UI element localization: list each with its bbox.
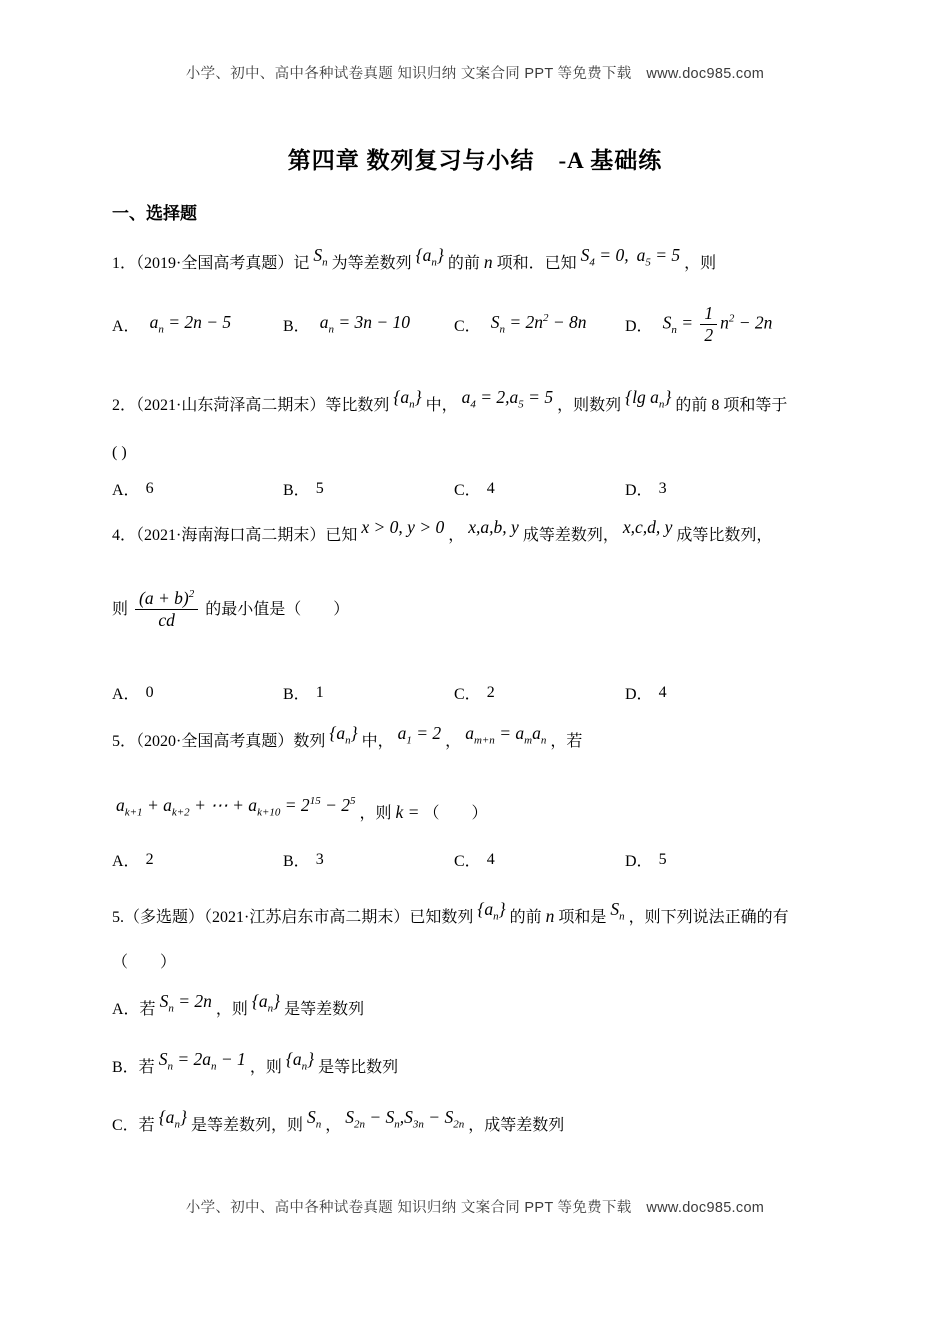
fraction: $\frac{1}{2}$ <box>700 303 717 346</box>
option-label: C． <box>454 853 481 870</box>
math-formula: $S_n$ = $\frac{1}{2}$ $n^2 - 2n$ <box>662 302 773 345</box>
option-C <box>454 312 625 336</box>
text-run: 是等差数列 <box>284 1001 365 1018</box>
text-run: （ ） <box>423 805 488 822</box>
option-label: C． <box>454 482 481 499</box>
option-label: A． <box>112 686 140 703</box>
question-4-stem <box>112 512 870 551</box>
math-formula: $a_n = 3n - 10$ <box>319 312 411 336</box>
option-D <box>625 303 776 346</box>
question-1-stem <box>112 240 870 279</box>
text-run: 中， <box>361 733 394 750</box>
text-run: 为等差数列 <box>331 255 412 272</box>
fraction: $\frac{(a + b)^2}{cd}$ <box>135 588 198 631</box>
text-run: ，则数列 <box>557 397 622 414</box>
question-5-condition <box>112 790 870 829</box>
text-run: 的前 <box>509 909 542 926</box>
text-run: ，则 <box>684 255 717 272</box>
option-A <box>112 848 283 871</box>
math-formula: $a_1 = 2$ <box>397 723 442 747</box>
text-run: 是等差数列，则 <box>190 1117 303 1134</box>
text-run: 5 <box>315 479 324 497</box>
option-label: D． <box>625 482 653 499</box>
text-run: 的最小值是（ ） <box>205 600 350 618</box>
text-run: （ ） <box>112 954 177 971</box>
question-4-options <box>112 681 870 704</box>
header-text: 小学、初中、高中各种试卷真题 知识归纳 文案合同 PPT 等免费下载 www.doc985.com <box>185 66 765 82</box>
page-title: 第四章 数列复习与小结 -A 基础练 <box>287 148 663 173</box>
text-run: 5 <box>658 850 667 868</box>
text-run: ， <box>445 733 462 750</box>
text-run: A．若 <box>112 1001 156 1018</box>
math-formula: x,a,b, y <box>468 517 519 537</box>
option-B <box>283 312 454 336</box>
option-label: C． <box>454 686 481 703</box>
question-5m-option-C <box>112 1102 870 1141</box>
option-label: D． <box>625 686 653 703</box>
text-run: 1．（2019·全国高考真题）记 <box>112 255 310 272</box>
option-label: C． <box>454 317 481 335</box>
text-run: ，则 <box>249 1059 282 1076</box>
question-2-bracket <box>112 438 870 468</box>
text-run: 3 <box>315 850 324 868</box>
question-2-stem <box>112 382 870 421</box>
text-run: 2 <box>145 850 154 868</box>
text-run: ，成等差数列 <box>468 1117 565 1134</box>
math-formula: $\{a_n\}$ <box>415 245 444 269</box>
math-formula <box>132 588 201 631</box>
math-formula: n <box>545 906 555 926</box>
text-run: 2．（2021·山东菏泽高二期末）等比数列 <box>112 397 390 414</box>
math-formula: $\{a_n\}$ <box>477 899 506 923</box>
math-formula: $\{a_n\}$ <box>329 723 358 747</box>
text-run: 4 <box>486 850 495 868</box>
math-formula: $S_n = 2a_n - 1$ <box>158 1049 246 1073</box>
text-run: ， <box>448 527 465 544</box>
math-formula: $\{a_n\}$ <box>393 387 422 411</box>
section-heading: 一、选择题 <box>112 204 197 223</box>
math-formula: $\{a_n\}$ <box>251 991 281 1015</box>
text-run: 0 <box>145 683 154 701</box>
option-label: B． <box>283 482 310 499</box>
text-run: 5.（多选题）（2021·江苏启东市高二期末）已知数列 <box>112 909 474 926</box>
question-5m-option-A <box>112 986 870 1025</box>
option-label: B． <box>283 686 310 703</box>
option-label: A． <box>112 853 140 870</box>
option-B <box>283 477 454 500</box>
question-5m-bracket <box>112 948 870 978</box>
question-5m-stem <box>112 894 870 933</box>
text-run: ，则下列说法正确的有 <box>628 909 789 926</box>
text-run: 的前 <box>447 255 480 272</box>
math-formula: $S_n$ <box>306 1107 322 1131</box>
math-formula: $a_n = 2n - 5$ <box>149 312 232 336</box>
text-run: 项和．已知 <box>496 255 577 272</box>
math-formula: $\{a_n\}$ <box>285 1049 315 1073</box>
math-formula: $S_n = 2n$ <box>159 991 212 1015</box>
math-formula: $a_{m+n} = a_ma_n$ <box>465 723 547 747</box>
question-5-stem <box>112 718 870 757</box>
text-run: 1 <box>315 683 324 701</box>
text-run: 则 <box>112 600 129 618</box>
question-5-options <box>112 848 870 871</box>
math-formula: $a_{k+1} + a_{k+2}$ + ⋯ + $a_{k+10} = 2^{15} - 2^5$ <box>116 795 356 819</box>
text-run: B．若 <box>112 1059 155 1076</box>
text-run: 成等比数列， <box>676 527 773 544</box>
text-run: 项和是 <box>558 909 607 926</box>
option-D <box>625 848 667 871</box>
option-B <box>283 848 454 871</box>
text-run: ，则 <box>215 1001 248 1018</box>
option-C <box>454 681 625 704</box>
text-run: 4 <box>486 479 495 497</box>
text-run: 4 <box>658 683 667 701</box>
question-5m-option-B <box>112 1044 870 1083</box>
math-formula: $S_n = 2n^2 - 8n$ <box>490 312 587 336</box>
option-C <box>454 477 625 500</box>
math-formula: {lg $a_n$} <box>625 387 672 411</box>
math-formula: $S_n$ <box>610 899 625 923</box>
option-label: D． <box>625 853 653 870</box>
text-run: 5．（2020·全国高考真题）数列 <box>112 733 326 750</box>
text-run: 3 <box>658 479 667 497</box>
option-label: D． <box>625 317 653 335</box>
math-formula: k = <box>395 802 420 822</box>
text-run: ， <box>325 1117 342 1134</box>
text-run: 2 <box>486 683 495 701</box>
math-formula: $a_5 = 5$ <box>636 245 681 269</box>
math-formula: x,c,d, y <box>622 517 673 537</box>
option-D <box>625 681 667 704</box>
text-run: ，则 <box>359 805 392 822</box>
text-run: 成等差数列， <box>522 527 619 544</box>
option-C <box>454 848 625 871</box>
text-run: 4．（2021·海南海口高二期末）已知 <box>112 527 358 544</box>
option-label: B． <box>283 853 310 870</box>
text-run: ( ) <box>112 444 127 461</box>
text-run: ，若 <box>550 733 583 750</box>
math-formula: $\{a_n\}$ <box>158 1107 187 1131</box>
text-run: 是等比数列 <box>318 1059 399 1076</box>
text-run: 中， <box>425 397 458 414</box>
footer-text: 小学、初中、高中各种试卷真题 知识归纳 文案合同 PPT 等免费下载 www.doc985.com <box>185 1200 765 1216</box>
math-formula: n <box>483 252 493 272</box>
option-A <box>112 477 283 500</box>
math-formula: $S_n$ <box>313 245 328 269</box>
option-label: A． <box>112 317 140 335</box>
text-run: C．若 <box>112 1117 155 1134</box>
math-formula: $S_{2n} - S_n,S_{3n} - S_{2n}$ <box>345 1107 465 1131</box>
option-label: A． <box>112 482 140 499</box>
text-run: 的前 8 项和等于 <box>675 397 788 414</box>
option-B <box>283 681 454 704</box>
question-1-options <box>112 293 870 355</box>
option-D <box>625 477 667 500</box>
option-label: B． <box>283 317 310 335</box>
text-run: 6 <box>145 479 154 497</box>
math-formula: $a_4 = 2,a_5 = 5$ <box>461 387 554 411</box>
option-A <box>112 312 283 336</box>
option-A <box>112 681 283 704</box>
math-formula: $S_4 = 0$, <box>580 245 629 269</box>
question-2-options <box>112 477 870 500</box>
question-4-condition <box>112 588 870 631</box>
math-formula: x > 0, y > 0 <box>361 517 445 537</box>
